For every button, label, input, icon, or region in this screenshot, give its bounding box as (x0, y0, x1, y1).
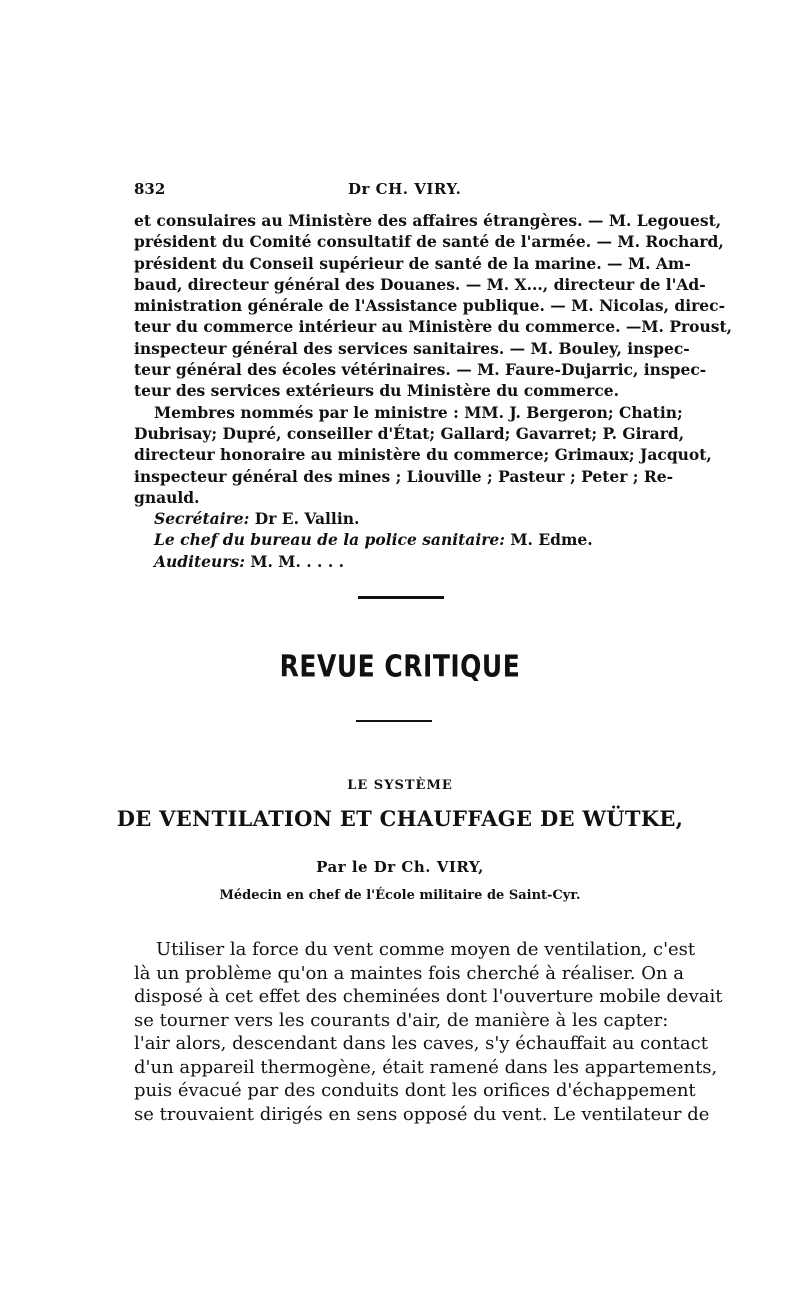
secretaire-value: Dr E. Vallin. (254, 509, 360, 529)
article-byline: Par le Dr Ch. VIRY, (316, 858, 484, 876)
running-title: Dr CH. VIRY. (348, 180, 462, 198)
committee-paragraph (134, 210, 733, 572)
body-line: l'air alors, descendant dans les caves, s'y échauffait au contact (134, 1033, 708, 1054)
body-line: puis évacué par des conduits dont les orifices d'échappement (134, 1080, 696, 1101)
body-line: se tourner vers les courants d'air, de manière à les capter: (134, 1009, 669, 1031)
author-affiliation: Médecin en chef de l'École militaire de Saint-Cyr. (219, 888, 581, 903)
auditeurs-value: M. M. . . . . (250, 551, 345, 571)
text-line: Dubrisay; Dupré, conseiller d'État; Gallard; Gavarret; P. Girard, (134, 423, 685, 443)
secretaire-line (134, 508, 666, 529)
secretaire-label: Secrétaire: (154, 509, 250, 529)
body-line: là un problème qu'on a maintes fois cherché à réaliser. On a (134, 962, 685, 984)
auditeurs-line (134, 551, 666, 572)
chef-value: M. Edme. (510, 530, 593, 550)
section-divider-top (358, 596, 444, 599)
text-line: teur du commerce intérieur au Ministère du commerce. —M. Proust, (134, 317, 733, 337)
chef-label: Le chef du bureau de la police sanitaire: (154, 530, 505, 550)
article-kicker: LE SYSTÈME (347, 778, 453, 793)
chef-line (134, 529, 666, 550)
section-divider-bottom (356, 720, 432, 722)
section-heading: REVUE CRITIQUE (279, 649, 521, 684)
body-line: se trouvaient dirigés en sens opposé du vent. Le ventilateur de (134, 1103, 710, 1125)
body-line: Utiliser la force du vent comme moyen de ventilation, c'est (156, 939, 696, 960)
text-line: inspecteur général des services sanitaires. — M. Bouley, inspec- (134, 338, 690, 358)
article-title: DE VENTILATION ET CHAUFFAGE DE WÜTKE, (116, 806, 684, 831)
body-line: disposé à cet effet des cheminées dont l'ouverture mobile devait (134, 986, 723, 1007)
text-line: président du Comité consultatif de santé de l'armée. — M. Rochard, (134, 232, 724, 252)
page-number: 832 (134, 180, 166, 198)
text-line: teur général des écoles vétérinaires. — M. Faure-Dujarric, inspec- (134, 360, 707, 380)
text-line: directeur honoraire au ministère du commerce; Grimaux; Jacquot, (134, 445, 712, 465)
running-head (134, 180, 666, 200)
body-line: d'un appareil thermogène, était ramené dans les appartements, (134, 1056, 718, 1078)
text-line: ministration générale de l'Assistance publique. — M. Nicolas, direc- (134, 296, 726, 316)
text-line: teur des services extérieurs du Ministère du commerce. (134, 381, 620, 401)
text-line: baud, directeur général des Douanes. — M. X..., directeur de l'Ad- (134, 274, 706, 294)
article-body (134, 938, 723, 1126)
text-line: président du Conseil supérieur de santé de la marine. — M. Am- (134, 253, 691, 273)
text-line: inspecteur général des mines ; Liouville ; Pasteur ; Peter ; Re- (134, 466, 674, 486)
text-line: et consulaires au Ministère des affaires étrangères. — M. Legouest, (134, 211, 722, 230)
text-line: Membres nommés par le ministre : MM. J. Bergeron; Chatin; (154, 402, 683, 422)
auditeurs-label: Auditeurs: (154, 551, 245, 571)
text-line: gnauld. (134, 487, 200, 507)
